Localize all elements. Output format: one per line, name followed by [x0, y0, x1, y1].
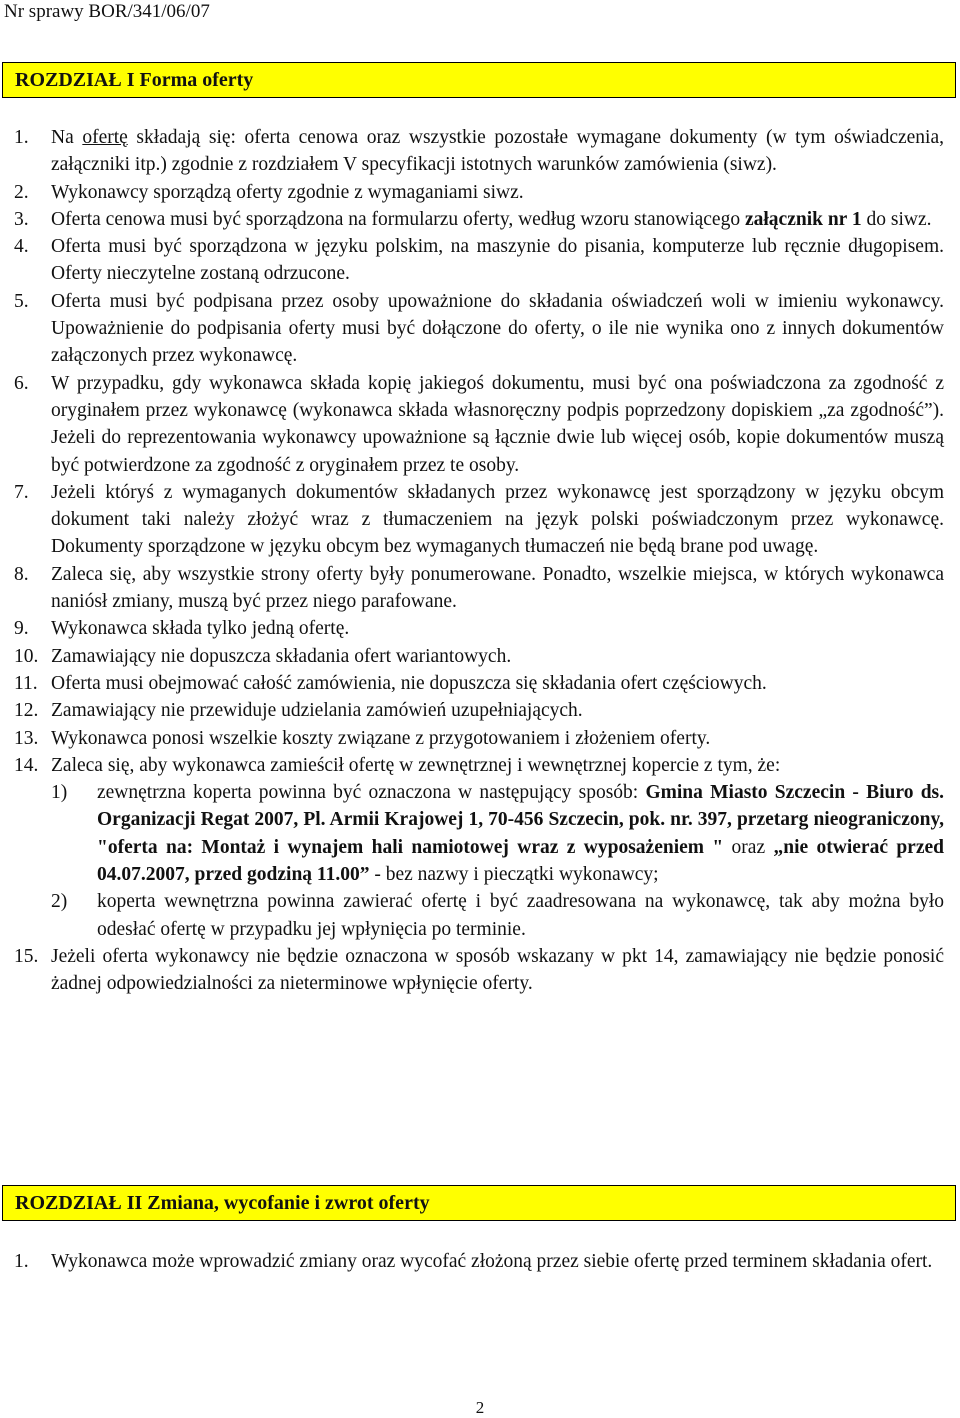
section-1-heading: ROZDZIAŁ I Forma oferty: [2, 62, 956, 98]
list-item: 1. Wykonawca może wprowadzić zmiany oraz wycofać złożoną przez siebie ofertę przed terminem składania ofert.: [14, 1251, 933, 1272]
page-number: 2: [475, 1398, 485, 1417]
list-item: 12. Zamawiający nie przewiduje udzielania zamówień uzupełniających.: [14, 700, 583, 722]
section-2-heading: ROZDZIAŁ II Zmiana, wycofanie i zwrot oferty: [2, 1185, 956, 1221]
section-1-list: [14, 124, 944, 998]
list-item: 14. Zaleca się, aby wykonawca zamieścił ofertę w zewnętrznej i wewnętrznej kopercie z tym, że: 1) zewnętrzna koperta powinna być oznaczona w następujący sposób: Gmina Miasto Szczecin - Biuro ds. Organizacji Regat 2007, Pl. Armii Krajowej 1, 70-456 Szczecin, pok. nr. 397, przetarg nieograniczony, "oferta na: Montaż i wynajem hali namiotowej wraz z wyposażeniem " oraz „nie otwierać przed 04.07.2007, przed godziną 11.00” - bez nazwy i pieczątki wykonawcy; 2) koperta wewnętrzna powinna zawierać ofertę i być zaadresowana na wykonawcę, tak aby można było odesłać ofertę w przypadku jej wpłynięcia po terminie.: [14, 752, 944, 943]
case-number-header: Nr sprawy BOR/341/06/07: [4, 1, 210, 22]
bold-address: Gmina Miasto Szczecin - Biuro ds. Organizacji Regat 2007, Pl. Armii Krajowej 1, 70-456 Szczecin, pok. nr. 397, przetarg nieograniczony, "oferta na: Montaż i wynajem hali namiotowej wraz z wyposażeniem ": [97, 782, 945, 858]
section-2-list: [14, 1248, 944, 1275]
list-item: 11. Oferta musi obejmować całość zamówienia, nie dopuszcza się składania ofert częściowych.: [14, 672, 767, 694]
sub-list-item: 2) koperta wewnętrzna powinna zawierać ofertę i być zaadresowana na wykonawcę, tak aby można było odesłać ofertę w przypadku jej wpłynięcia po terminie.: [51, 891, 944, 940]
list-item: 9. Wykonawca składa tylko jedną ofertę.: [14, 618, 350, 640]
list-item: 7. Jeżeli któryś z wymaganych dokumentów składanych przez wykonawcę jest sporządzony w języku obcym dokument taki należy złożyć wraz z tłumaczeniem na język polski poświadczonym przez wykonawcę. Dokumenty sporządzone w języku obcym bez wymaganych tłumaczeń nie będą brane pod uwagę.: [14, 481, 944, 558]
list-item: 1. Na ofertę składają się: oferta cenowa oraz wszystkie pozostałe wymagane dokumenty (w tym oświadczenia, załączniki itp.) zgodnie z rozdziałem V specyfikacji istotnych warunków zamówienia (siwz).: [14, 127, 944, 176]
bold-deadline: „nie otwierać przed 04.07.2007, przed godziną 11.00”: [97, 836, 944, 886]
list-item: 5. Oferta musi być podpisana przez osoby upoważnione do składania oświadczeń woli w imieniu wykonawcy. Upoważnienie do podpisania oferty musi być dołączone do oferty, o ile nie wynika ono z innych dokumentów załączonych przez wykonawcę.: [14, 290, 944, 367]
sub-list-item: 1) zewnętrzna koperta powinna być oznaczona w następujący sposób: Gmina Miasto Szczecin - Biuro ds. Organizacji Regat 2007, Pl. Armii Krajowej 1, 70-456 Szczecin, pok. nr. 397, przetarg nieograniczony, "oferta na: Montaż i wynajem hali namiotowej wraz z wyposażeniem " oraz „nie otwierać przed 04.07.2007, przed godziną 11.00” - bez nazwy i pieczątki wykonawcy;: [51, 782, 945, 886]
list-item: 10. Zamawiający nie dopuszcza składania ofert wariantowych.: [14, 645, 512, 667]
underlined-word: ofertę: [82, 127, 128, 148]
list-item: 2. Wykonawcy sporządzą oferty zgodnie z wymaganiami siwz.: [14, 181, 524, 203]
bold-reference: załącznik nr 1: [744, 208, 862, 230]
list-item: 3. Oferta cenowa musi być sporządzona na formularzu oferty, według wzoru stanowiącego załącznik nr 1 do siwz.: [14, 208, 932, 230]
list-item: 8. Zaleca się, aby wszystkie strony oferty były ponumerowane. Ponadto, wszelkie miejsca, w których wykonawca naniósł zmiany, muszą być przez niego parafowane.: [14, 563, 944, 613]
list-item: 6. W przypadku, gdy wykonawca składa kopię jakiegoś dokumentu, musi być ona poświadczona za zgodność z oryginałem przez wykonawcę (wykonawca składa własnoręczny podpis poprzedzony dopiskiem „za zgodność”). Jeżeli do reprezentowania wykonawcy upoważnione są łącznie dwie lub więcej osób, kopie dokumentów muszą być potwierdzone za zgodność z oryginałem przez te osoby.: [14, 372, 944, 476]
list-item: 15. Jeżeli oferta wykonawcy nie będzie oznaczona w sposób wskazany w pkt 14, zamawiający nie będzie ponosić żadnej odpowiedzialności za nieterminowe wpłynięcie oferty.: [14, 945, 944, 995]
list-item: 4. Oferta musi być sporządzona w języku polskim, na maszynie do pisania, komputerze lub ręcznie długopisem. Oferty nieczytelne zostaną odrzucone.: [14, 236, 944, 285]
list-item: 13. Wykonawca ponosi wszelkie koszty związane z przygotowaniem i złożeniem oferty.: [14, 727, 711, 749]
